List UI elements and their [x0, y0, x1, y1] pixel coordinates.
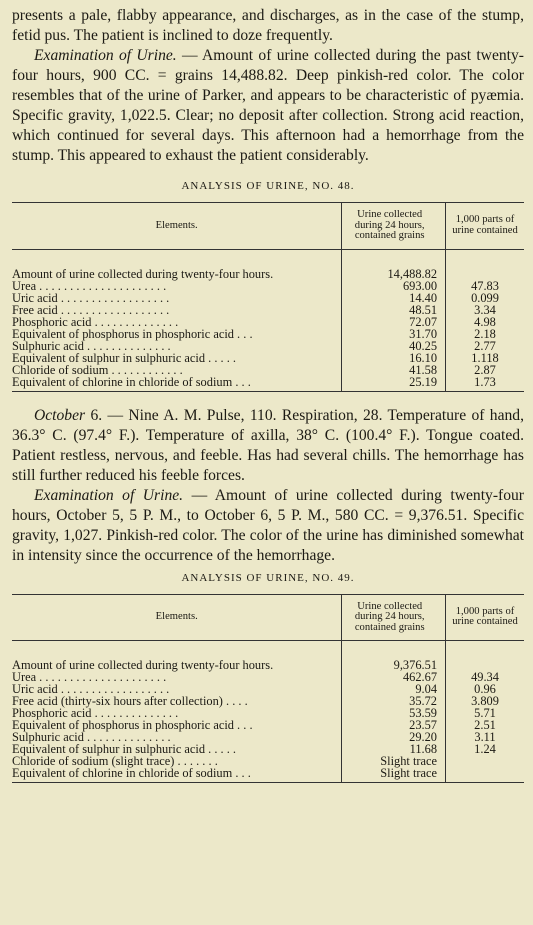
parts-value: [446, 268, 524, 280]
parts-value: [446, 755, 524, 767]
parts-value: 47.83: [446, 280, 524, 292]
table-row: [12, 268, 524, 280]
table-row: [12, 328, 524, 340]
parts-value: 2.87: [446, 364, 524, 376]
grains-value: Slight trace: [342, 755, 446, 767]
parts-value: 2.51: [446, 719, 524, 731]
element-name: Sulphuric acid . . . . . . . . . . . . . .: [12, 338, 171, 353]
element-name: Urea . . . . . . . . . . . . . . . . . . . . .: [12, 670, 167, 684]
grains-value: 14.40: [342, 292, 446, 304]
grains-value: 16.10: [342, 352, 446, 364]
table-48: [12, 202, 524, 392]
grains-value: 9.04: [342, 683, 446, 695]
element-name: Equivalent of chlorine in chloride of sodium . . .: [12, 766, 251, 780]
table-row: [12, 767, 524, 782]
table-row: [12, 292, 524, 304]
header-parts: 1,000 parts of urine contained: [446, 594, 524, 641]
parts-value: 1.73: [446, 376, 524, 391]
parts-value: 2.77: [446, 340, 524, 352]
paragraph-1: presents a pale, flabby appearance, and discharges, as in the case of the stump, fetid pus. The patient is inclined to doze frequently.: [12, 7, 524, 44]
element-name: Urea . . . . . . . . . . . . . . . . . . . . .: [12, 278, 167, 293]
grains-value: 23.57: [342, 719, 446, 731]
parts-value: 1.24: [446, 743, 524, 755]
header-grains: Urine collected during 24 hours, contained grains: [342, 203, 446, 250]
parts-value: 1.118: [446, 352, 524, 364]
parts-value: 3.809: [446, 695, 524, 707]
element-name: Chloride of sodium (slight trace) . . . . . . .: [12, 754, 218, 768]
parts-value: 3.11: [446, 731, 524, 743]
element-name: Equivalent of sulphur in sulphuric acid . . . . .: [12, 350, 237, 365]
element-name: Uric acid . . . . . . . . . . . . . . . . . .: [12, 290, 170, 305]
grains-value: 14,488.82: [342, 268, 446, 280]
element-name: Equivalent of chlorine in chloride of sodium . . .: [12, 374, 251, 389]
parts-value: 4.98: [446, 316, 524, 328]
element-name: Sulphuric acid . . . . . . . . . . . . . .: [12, 730, 171, 744]
header-parts: 1,000 parts of urine contained: [446, 203, 524, 250]
grains-value: 53.59: [342, 707, 446, 719]
element-name: Phosphoric acid . . . . . . . . . . . . . .: [12, 314, 179, 329]
element-name: Uric acid . . . . . . . . . . . . . . . . . .: [12, 682, 170, 696]
grains-value: 72.07: [342, 316, 446, 328]
parts-value: 0.099: [446, 292, 524, 304]
grains-value: 693.00: [342, 280, 446, 292]
grains-value: 40.25: [342, 340, 446, 352]
element-name: Free acid (thirty-six hours after collection) . . . .: [12, 694, 248, 708]
element-name: Amount of urine collected during twenty-four hours.: [12, 658, 274, 672]
table-row: [12, 352, 524, 364]
paragraph-2-lead: Examination of Urine.: [34, 47, 177, 64]
element-name: Free acid . . . . . . . . . . . . . . . . . .: [12, 302, 170, 317]
header-elements: Elements.: [12, 594, 342, 641]
parts-value: 3.34: [446, 304, 524, 316]
paragraph-2-body: — Amount of urine collected during the past twenty-four hours, 900 CC. = grains 14,488.82. Deep pinkish-red color. The color resembles that of the urine of Parker, and appears to be characteristic of pyæmia. Specific gravity, 1,022.5. Clear; no deposit after collection. Strong acid reaction, which continued for several days. This afternoon had a hemorrhage from the stump. This appeared to exhaust the patient considerably.: [12, 47, 524, 164]
grains-value: 41.58: [342, 364, 446, 376]
table-row: [12, 304, 524, 316]
grains-value: 29.20: [342, 731, 446, 743]
paragraph-4: [12, 486, 524, 566]
element-name: Equivalent of sulphur in sulphuric acid . . . . .: [12, 742, 237, 756]
grains-value: 11.68: [342, 743, 446, 755]
table-48-title: ANALYSIS OF URINE, NO. 48.: [181, 180, 355, 192]
paragraph-3: [12, 406, 524, 486]
paragraph-4-lead: Examination of Urine.: [34, 486, 184, 504]
element-name: Phosphoric acid . . . . . . . . . . . . . .: [12, 706, 179, 720]
header-grains: Urine collected during 24 hours, contained grains: [342, 594, 446, 641]
parts-value: 5.71: [446, 707, 524, 719]
element-name: Chloride of sodium . . . . . . . . . . . .: [12, 362, 183, 377]
parts-value: 2.18: [446, 328, 524, 340]
table-row: [12, 376, 524, 391]
parts-value: [446, 767, 524, 782]
document-page: [12, 6, 524, 783]
grains-value: 9,376.51: [342, 659, 446, 671]
grains-value: 31.70: [342, 328, 446, 340]
table-row: [12, 316, 524, 328]
paragraph-4-body: — Amount of urine collected during twenty-four hours, October 5, 5 P. M., to October 6, 5 P. M., 580 CC. = 9,376.51. Specific gravity, 1,027. Pinkish-red color. The color of the urine has diminished somewhat in intensity since the occurrence of the hemorrhage.: [12, 486, 524, 564]
table-49-title: ANALYSIS OF URINE, NO. 49.: [181, 571, 355, 584]
grains-value: Slight trace: [342, 767, 446, 782]
parts-value: 49.34: [446, 671, 524, 683]
paragraph-3-lead: October: [34, 406, 86, 424]
element-name: Equivalent of phosphorus in phosphoric acid . . .: [12, 718, 253, 732]
table-row: [12, 364, 524, 376]
parts-value: 0.96: [446, 683, 524, 695]
header-elements: Elements.: [12, 203, 342, 250]
grains-value: 25.19: [342, 376, 446, 391]
table-row: [12, 340, 524, 352]
table-row: [12, 280, 524, 292]
grains-value: 48.51: [342, 304, 446, 316]
grains-value: 35.72: [342, 695, 446, 707]
element-name: Equivalent of phosphorus in phosphoric acid . . .: [12, 326, 253, 341]
element-name: Amount of urine collected during twenty-four hours.: [12, 266, 274, 281]
grains-value: 462.67: [342, 671, 446, 683]
table-49: [12, 594, 524, 784]
paragraph-3-body: 6. — Nine A. M. Pulse, 110. Respiration, 28. Temperature of hand, 36.3° C. (97.4° F.). Temperature of axilla, 38° C. (100.4° F.). Tongue coated. Patient restless, nervous, and feeble. Has had several chills. The hemorrhage has still further reduced his feeble forces.: [12, 406, 524, 484]
paragraph-2: [12, 46, 524, 166]
